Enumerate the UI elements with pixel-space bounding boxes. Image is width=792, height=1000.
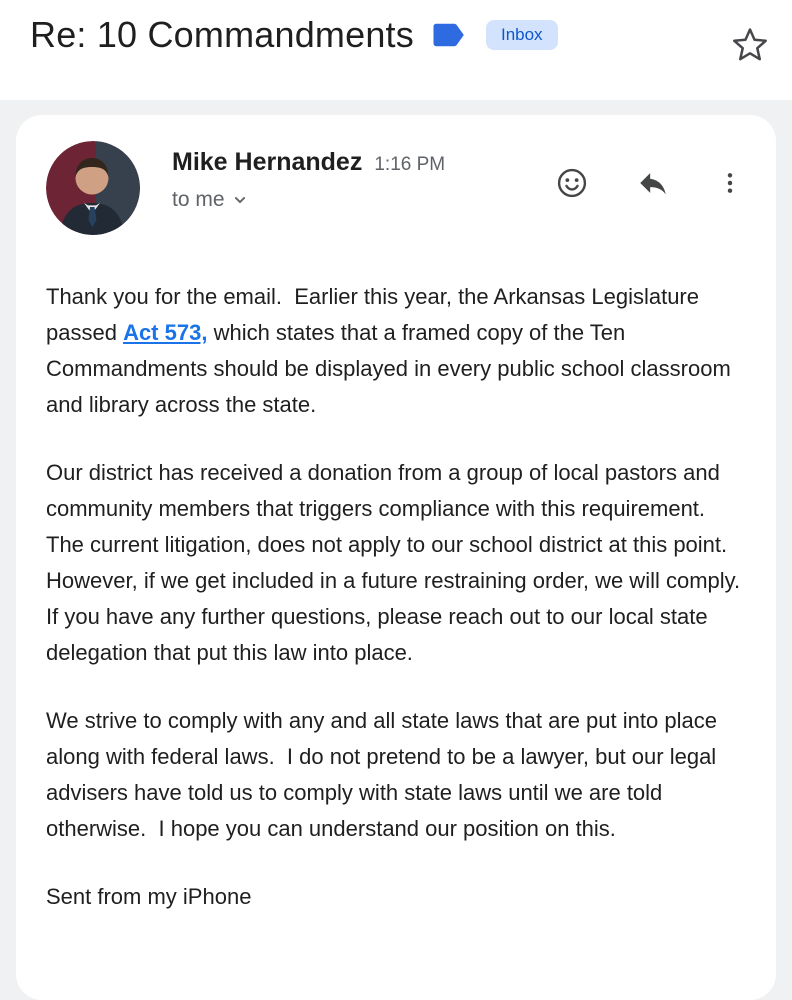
body-paragraph-3: We strive to comply with any and all state laws that are put into place along with federal laws. I do not pretend to be a lawyer, but our legal advisers have told us to comply with state laws until we are told otherwise. I hope you can understand our position on this. [46,708,724,841]
more-options-button[interactable] [716,169,744,197]
email-body [46,279,753,915]
chevron-down-icon [230,190,250,210]
page-background [0,100,792,1000]
recipient-row[interactable] [172,188,445,212]
subject-row [0,0,792,56]
body-paragraph-1 [46,279,746,423]
body-paragraph-2: Our district has received a donation from a group of local pastors and community members that triggers compliance with this requirement. The current litigation, does not apply to our school district at this point. However, if we get included in a future restraining order, we will comply. If you have any further questions, please reach out to our local state delegation that put this law into place. [46,460,753,665]
emoji-reaction-button[interactable] [554,165,590,201]
email-subject: Re: 10 Commandments [30,14,414,55]
p1-text-before-link: Thank you for the email. Earlier this year, the Arkansas Legislature passed [46,284,706,345]
email-card [16,115,776,1000]
inbox-label-chip[interactable]: Inbox [486,20,558,51]
label-icon [432,20,468,50]
sender-avatar[interactable] [46,141,140,235]
p1-text-after-link: which states that a framed copy of the Ten Commandments should be displayed in every public school classroom and library across the state. [46,320,737,417]
email-header [0,0,792,100]
recipient-label: to me [172,188,225,211]
message-actions [554,141,746,201]
signature: Sent from my iPhone [46,884,252,909]
star-icon[interactable] [730,24,770,64]
email-time: 1:16 PM [374,154,446,175]
reply-button[interactable] [636,166,670,200]
sender-info [172,141,445,212]
act-573-link[interactable]: Act 573, [123,320,208,345]
sender-name-line [172,148,445,177]
sender-row [46,141,746,235]
sender-name: Mike Hernandez [172,148,363,176]
